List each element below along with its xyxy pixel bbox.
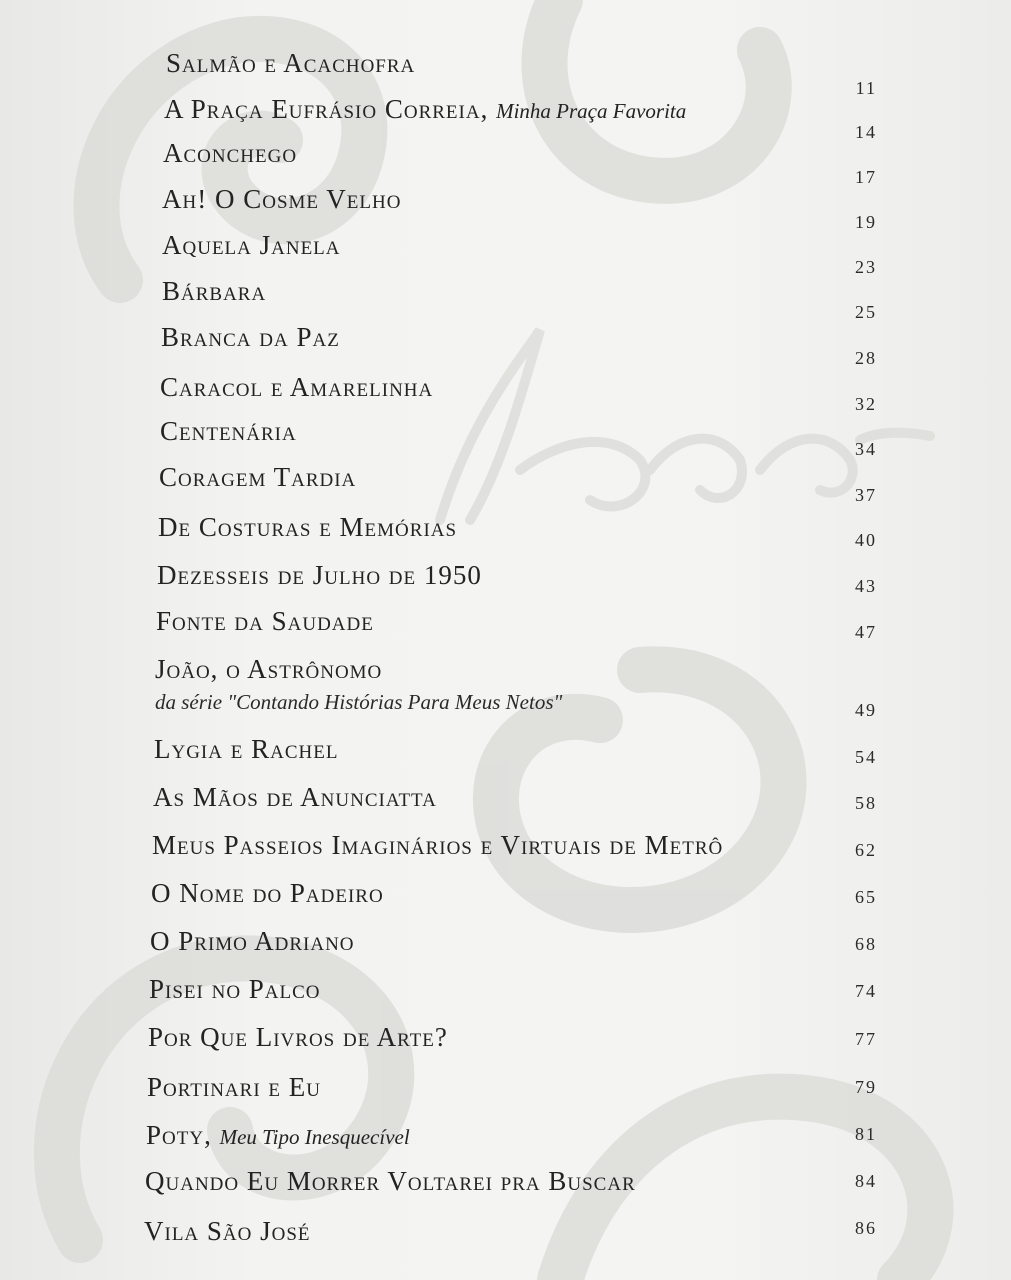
toc-entry-title xyxy=(159,462,356,493)
toc-entry-title xyxy=(147,1072,321,1103)
entry-title-text: O Primo Adriano xyxy=(150,926,355,956)
toc-page-number: 43 xyxy=(855,576,877,596)
toc-entry-title xyxy=(152,830,723,861)
toc-entry-title xyxy=(161,322,340,353)
entry-title-text: Meus Passeios Imaginários e Virtuais de Metrô xyxy=(152,830,724,860)
toc-page-number: 25 xyxy=(855,302,877,322)
toc-page-number: 11 xyxy=(855,78,877,98)
toc-entry-title xyxy=(164,94,686,125)
entry-title-text: Bárbara xyxy=(162,276,267,306)
entry-subtitle: Minha Praça Favorita xyxy=(496,99,687,123)
toc-page-number: 62 xyxy=(855,840,877,860)
entry-title-text: Pisei no Palco xyxy=(149,974,321,1004)
entry-title-text: Fonte da Saudade xyxy=(156,606,374,636)
toc-entry-title xyxy=(162,276,266,307)
toc-entry-title xyxy=(150,926,355,957)
entry-title-text: Salmão e Acachofra xyxy=(166,48,416,78)
entry-title-text: Aquela Janela xyxy=(162,230,341,260)
toc-page-number: 17 xyxy=(855,167,877,187)
toc-page-number: 40 xyxy=(855,530,877,550)
entry-title-text: Coragem Tardia xyxy=(159,462,357,492)
toc-entry-title xyxy=(162,230,341,261)
entry-title-text: Centenária xyxy=(160,416,297,446)
toc-page-number: 47 xyxy=(855,622,877,642)
entry-subline: da série "Contando Histórias Para Meus Netos" xyxy=(155,690,563,714)
toc-page-number: 23 xyxy=(855,257,877,277)
entry-title-text: De Costuras e Memórias xyxy=(158,512,458,542)
toc-page-number: 37 xyxy=(855,485,877,505)
toc-entry-title xyxy=(154,734,338,765)
toc-page-number: 58 xyxy=(855,793,877,813)
toc-page-number: 32 xyxy=(855,394,877,414)
toc-entry-title xyxy=(157,560,482,591)
toc-entry-title xyxy=(163,138,297,169)
entry-title-text: Lygia e Rachel xyxy=(154,734,339,764)
toc-page-number: 54 xyxy=(855,747,877,767)
toc-page-number: 81 xyxy=(855,1124,877,1144)
toc-page-number: 77 xyxy=(855,1029,877,1049)
toc-entry-title xyxy=(149,974,321,1005)
entry-title-text: João, o Astrônomo xyxy=(155,654,383,684)
toc-entry-title xyxy=(153,782,437,813)
toc-entry-title xyxy=(145,1166,636,1197)
entry-title-text: Por Que Livros de Arte? xyxy=(148,1022,448,1052)
toc-page-number: 84 xyxy=(855,1171,877,1191)
toc-page-number: 49 xyxy=(855,700,877,720)
toc-entry-title xyxy=(151,878,384,909)
entry-title-text: Quando Eu Morrer Voltarei pra Buscar xyxy=(145,1166,636,1196)
toc-entry-title xyxy=(156,606,374,637)
toc-entry-title xyxy=(148,1022,448,1053)
entry-title-text: Ah! O Cosme Velho xyxy=(162,184,402,214)
entry-title-text: As Mãos de Anunciatta xyxy=(153,782,437,812)
entry-title-text: Aconchego xyxy=(163,138,298,168)
entry-title-text: Portinari e Eu xyxy=(147,1072,321,1102)
toc-page-number: 65 xyxy=(855,887,877,907)
toc-page-number: 14 xyxy=(855,122,877,142)
entry-title-text: O Nome do Padeiro xyxy=(151,878,384,908)
toc-page-number: 34 xyxy=(855,439,877,459)
entry-title-text: Vila São José xyxy=(144,1216,311,1246)
toc-entry-title xyxy=(162,184,401,215)
entry-title-text: Dezesseis de Julho de 1950 xyxy=(157,560,482,590)
entry-title-text: Poty, xyxy=(146,1120,212,1150)
toc-page-number: 86 xyxy=(855,1218,877,1238)
entry-title-text: Caracol e Amarelinha xyxy=(160,372,434,402)
toc-entry-title xyxy=(155,654,382,685)
entry-subtitle: Meu Tipo Inesquecível xyxy=(219,1125,410,1149)
entry-title-text: Branca da Paz xyxy=(161,322,340,352)
entry-title-text: A Praça Eufrásio Correia, xyxy=(164,94,489,124)
toc-entry-title xyxy=(158,512,457,543)
toc-entry-title xyxy=(166,48,415,79)
toc-entry-title xyxy=(160,372,433,403)
toc-entry-title xyxy=(146,1120,410,1151)
toc-page-number: 68 xyxy=(855,934,877,954)
toc-entry-title xyxy=(160,416,297,447)
toc-page-number: 28 xyxy=(855,348,877,368)
toc-page-number: 74 xyxy=(855,981,877,1001)
toc-entry-title xyxy=(144,1216,311,1247)
toc-page-number: 19 xyxy=(855,212,877,232)
toc-page-number: 79 xyxy=(855,1077,877,1097)
